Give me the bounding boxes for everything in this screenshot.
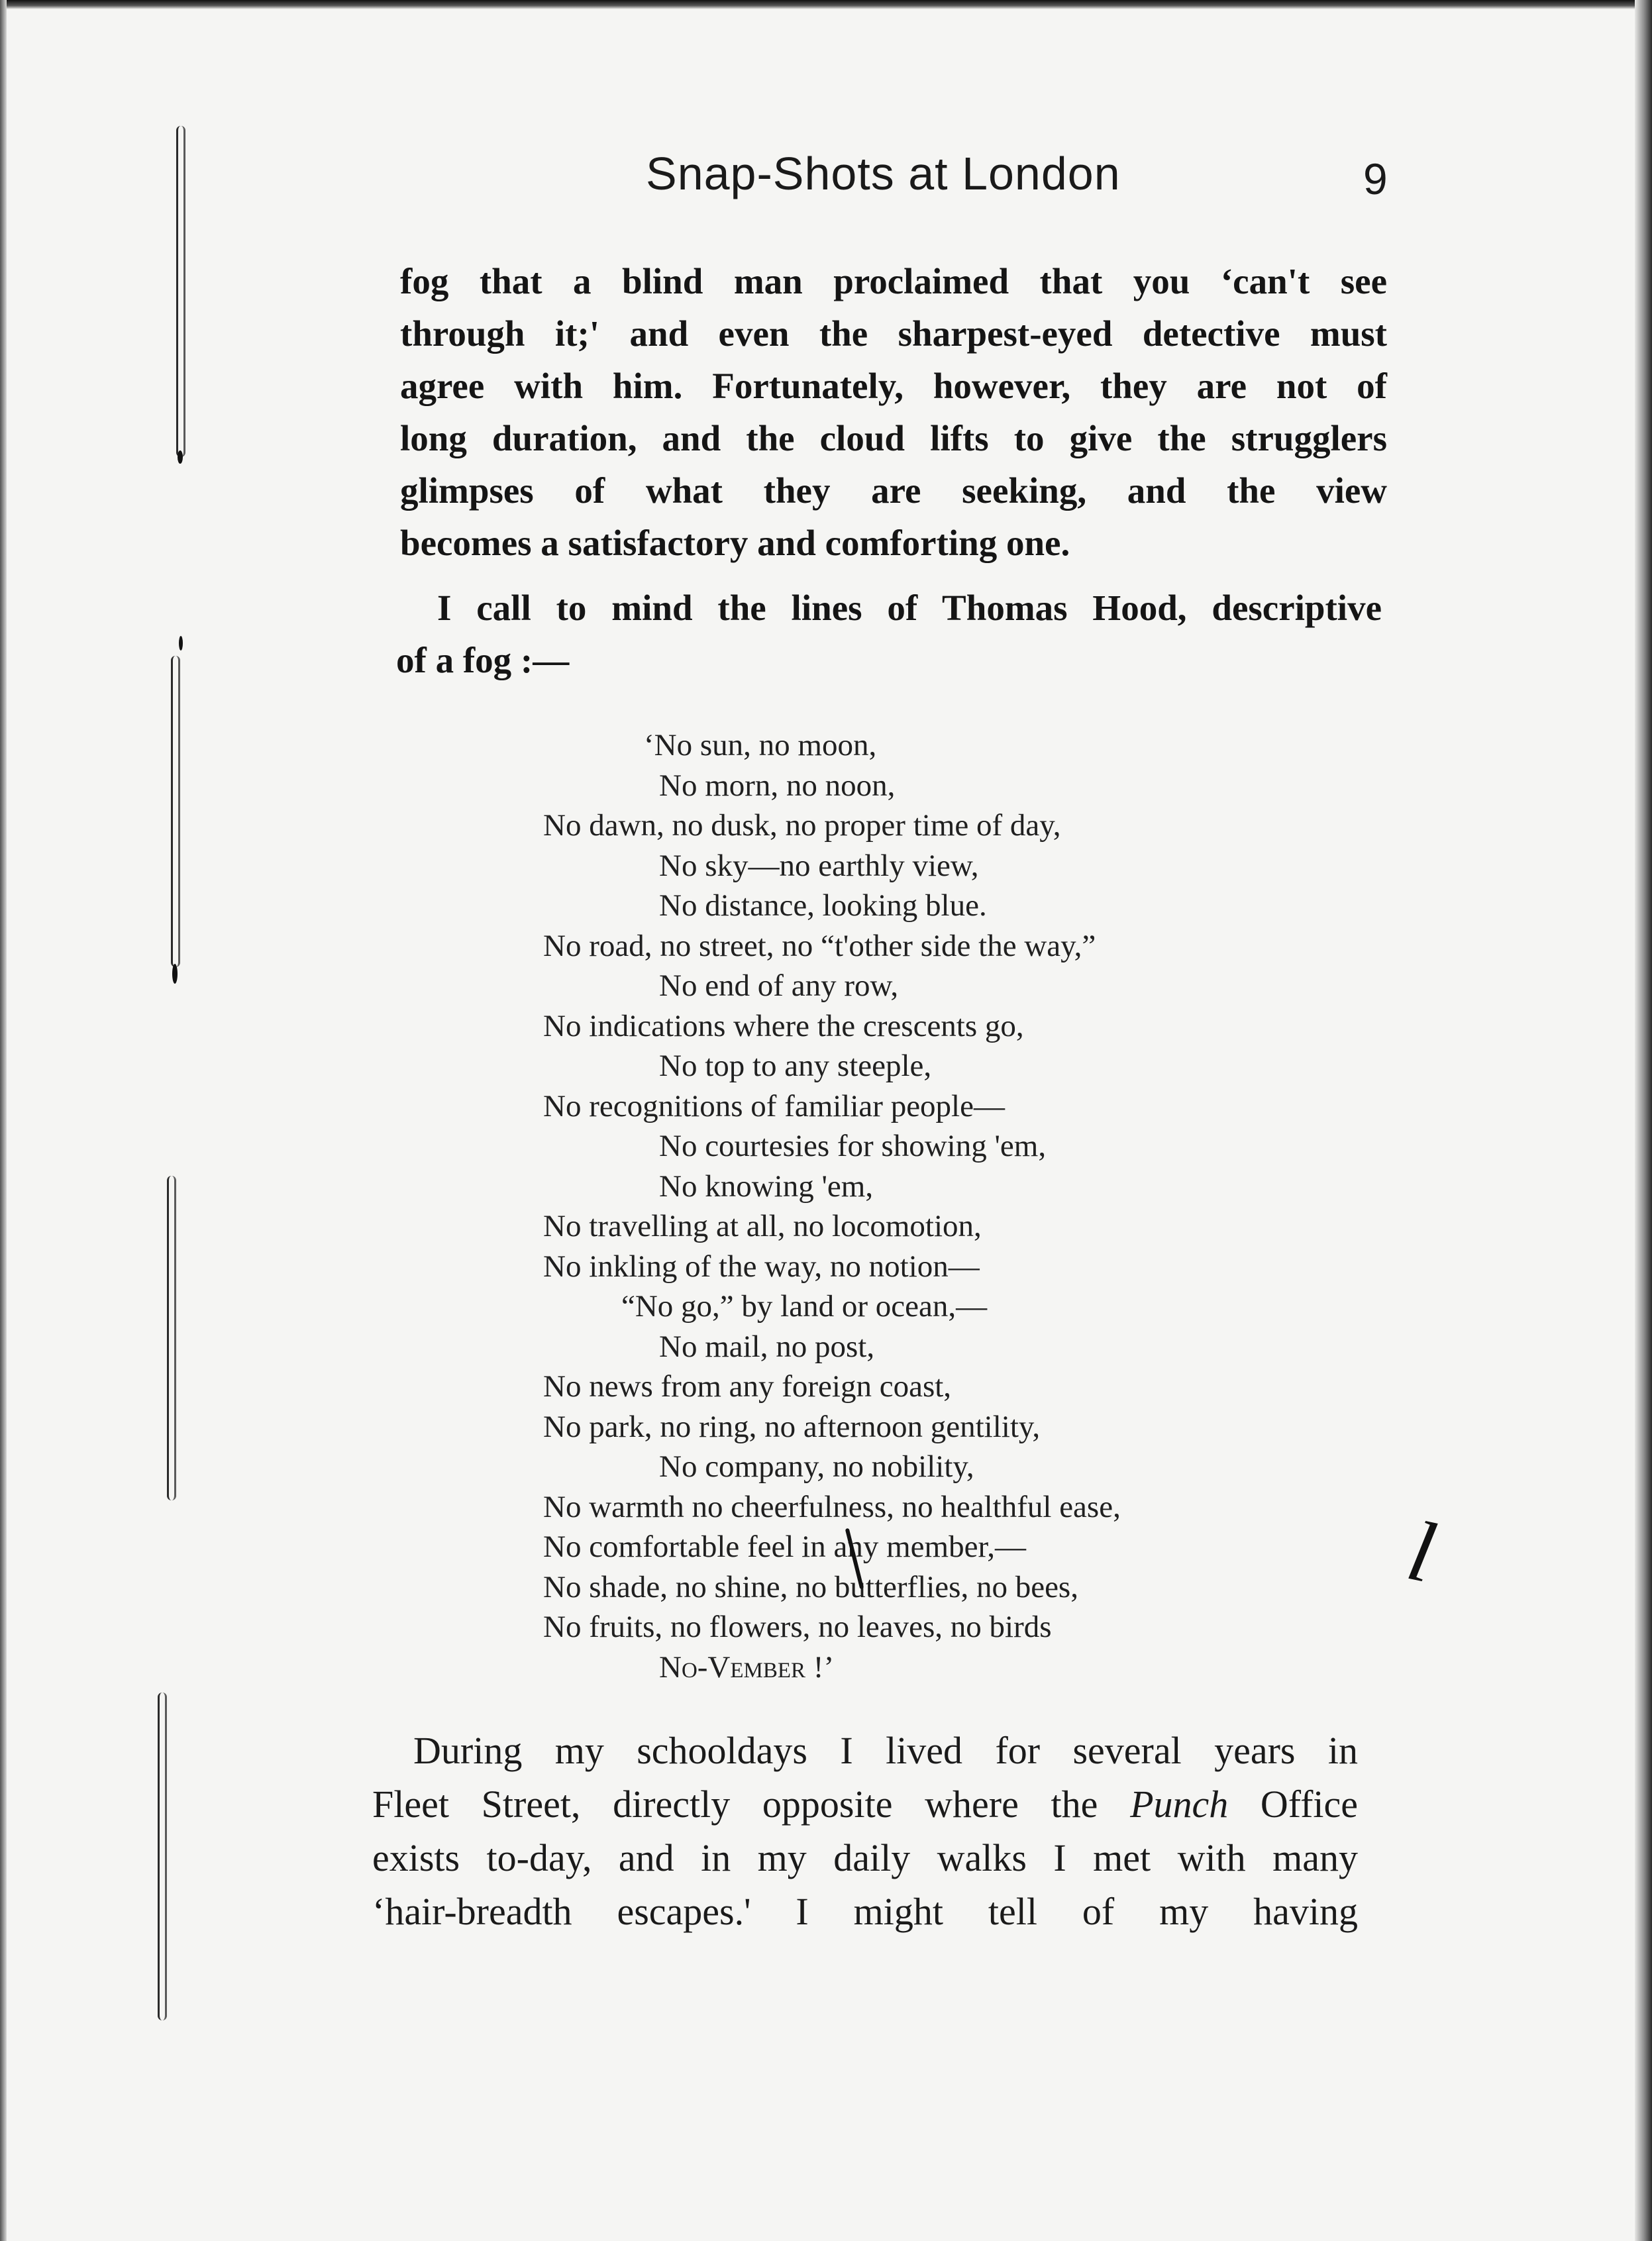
poem-line: No top to any steeple, [659,1049,932,1083]
poem-line: No mail, no post, [659,1329,875,1364]
binding-stitch [158,1693,167,2020]
poem-line: No indications where the crescents go, [543,1008,1024,1043]
text-line: fog that a blind man proclaimed that you ‘can't see [400,261,1387,301]
poem-line: ‘No sun, no moon, [644,728,877,762]
paragraph-1 [400,255,1387,569]
text-line: exists to-day, and in my daily walks I met with many [372,1836,1358,1879]
poem-line: No warmth no cheerfulness, no healthful ease, [543,1489,1121,1524]
poem-line: No recognitions of familiar people— [543,1088,1005,1123]
poem-line: No road, no street, no “t'other side the way,” [543,928,1096,963]
paragraph-2 [396,582,1382,686]
poem-line: No travelling at all, no locomotion, [543,1209,982,1243]
poem-line: No knowing 'em, [659,1169,874,1204]
paragraph-3 [372,1724,1358,1938]
text-line: During my schooldays I lived for several years in [413,1729,1358,1772]
scan-speck [172,964,178,984]
poem-line: No comfortable feel in any member,— [543,1530,1026,1564]
scan-edge-top [0,0,1652,9]
page-number: 9 [1363,154,1388,203]
poem-line: “No go,” by land or ocean,— [621,1289,988,1324]
scan-edge-right [1635,0,1652,2241]
scan-speck [179,636,183,651]
text-line: becomes a satisfactory and comforting one. [400,523,1070,563]
poem-line: No inkling of the way, no notion— [543,1249,980,1284]
text-line: ‘hair-breadth escapes.' I might tell of my having [372,1890,1358,1933]
poem-line: No shade, no shine, no butterflies, no bees, [543,1569,1078,1604]
text-line: I call to mind the lines of Thomas Hood, descriptive [437,588,1382,628]
poem-line: No park, no ring, no afternoon gentility, [543,1409,1041,1444]
poem-line: No company, no nobility, [659,1449,974,1484]
poem-line: No news from any foreign coast, [543,1369,952,1404]
binding-stitch [176,126,185,457]
text-line: long duration, and the cloud lifts to give the strugglers [400,418,1387,458]
poem-line: No morn, no noon, [659,768,896,803]
text-line: of a fog :— [396,640,570,680]
poem-line: No end of any row, [659,968,899,1003]
poem-line: No dawn, no dusk, no proper time of day, [543,808,1061,843]
scan-speck [178,450,183,464]
text-line: agree with him. Fortunately, however, they are not of [400,366,1387,406]
running-title: Snap-Shots at London [646,148,1121,199]
text-line [372,1777,1358,1831]
italic-title: Punch [1130,1783,1229,1826]
text-line: through it;' and even the sharpest-eyed detective must [400,313,1387,354]
poem-line: No distance, looking blue. [659,888,987,923]
handwritten-margin-mark: l [1400,1502,1443,1602]
quoted-poem [543,725,1121,1687]
poem-line: No sky—no earthly view, [659,848,979,883]
text-segment: Fleet Street, directly opposite where the [372,1783,1131,1826]
poem-line: No courtesies for showing 'em, [659,1129,1047,1163]
binding-stitch [171,656,180,967]
poem-line: No-Vember !’ [659,1649,835,1685]
binding-stitch [167,1176,176,1500]
text-line: glimpses of what they are seeking, and the view [400,470,1387,511]
poem-line: No fruits, no flowers, no leaves, no birds [543,1610,1052,1644]
scan-edge-left [0,0,7,2241]
text-segment: Office [1228,1783,1358,1826]
